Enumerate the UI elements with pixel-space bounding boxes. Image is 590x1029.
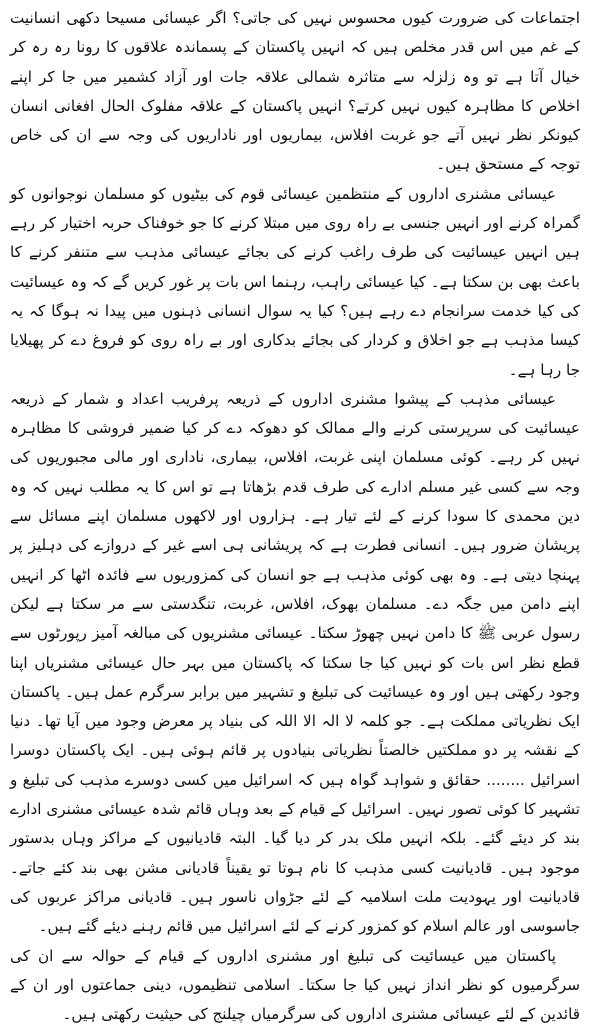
paragraph-3: عیسائی مذہب کے پیشوا مشنری اداروں کے ذریعہ پرفریب اعداد و شمار کے ذریعہ عیسائیت کی سرپرستی کرنے والے ممالک کو دھوکہ دے کر کیا ضمیر فروشی کا مظاہرہ نہیں کر رہے۔ کوئی مسلمان اپنی غربت، افلاس، بیماری، ناداری اور مالی مجبوریوں کی وجہ سے کسی غیر مسلم ادارے کی طرف قدم بڑھاتا ہے تو اس کا یہ مطلب نہیں کہ وہ دین محمدی کا سودا کرنے کے لئے تیار ہے۔ ہزاروں اور لاکھوں مسلمان اپنے مسائل سے پریشان ضرور ہیں۔ انسانی فطرت ہے کہ پریشانی ہی اسے غیر کے دروازے کی دہلیز پر پہنچا دیتی ہے۔ وہ بھی کوئی مذہب ہے جو انسان کی کمزوریوں سے فائدہ اٹھا کر انہیں اپنے دامن میں جگہ دے۔ مسلمان بھوک، افلاس، غربت، تنگدستی سے مر سکتا ہے لیکن رسول عربی ﷺ کا دامن نہیں چھوڑ سکتا۔ عیسائی مشنریوں کی مبالغہ آمیز رپورٹوں سے قطع نظر اس بات کو نہیں کیا جا سکتا کہ پاکستان میں بہر حال عیسائی مشنریاں اپنا وجود رکھتی ہیں اور وہ عیسائیت کی تبلیغ و تشہیر میں برابر سرگرم عمل ہیں۔ پاکستان ایک نظریاتی مملکت ہے۔ جو کلمہ لا الہ الا اللہ کی بنیاد پر معرض وجود میں آیا تھا۔ دنیا کے نقشہ پر دو مملکتیں خالصتاً نظریاتی بنیادوں پر قائم ہوئی ہیں۔ ایک پاکستان دوسرا اسرائیل ........ حقائق و شواہد گواہ ہیں کہ اسرائیل میں کسی دوسرے مذہب کی تبلیغ و تشہیر کا کوئی تصور نہیں۔ اسرائیل کے قیام کے بعد وہاں قائم شدہ عیسائی مشنری ادارے بند کر دیئے گئے۔ بلکہ انہیں ملک بدر کر دیا گیا۔ البتہ قادیانیوں کے مراکز وہاں بدستور موجود ہیں۔ قادیانیت کسی مذہب کا نام ہوتا تو یقیناً قادیانی مشن بھی بند کئے جاتے۔ قادیانیت اور یہودیت ملت اسلامیہ کے لئے جڑواں ناسور ہیں۔ قادیانی مراکز عربوں کی جاسوسی اور عالم اسلام کو کمزور کرنے کے لئے اسرائیل میں قائم رہنے دیئے گئے ہیں۔ [10,385,580,942]
paragraph-2: عیسائی مشنری اداروں کے منتظمین عیسائی قوم کی بیٹیوں کو مسلمان نوجوانوں کو گمراہ کرنے اور انہیں جنسی بے راہ روی میں مبتلا کرنے کا جو خوفناک حربہ اختیار کر رہے ہیں انہیں عیسائیت کی طرف راغب کرنے کی بجائے عیسائی مذہب سے متنفر کرنے کا باعث بھی بن سکتا ہے۔ کیا عیسائی راہب، رہنما اس بات پر غور کریں گے کہ وہ عیسائیت کی کیا خدمت سرانجام دے رہے ہیں؟ کیا یہ سوال انسانی ذہنوں میں پیدا نہ ہوگا کہ یہ کیسا مذہب ہے جو اخلاق و کردار کی بجائے بدکاری اور بے راہ روی کو فروغ دے کر پھیلایا جا رہا ہے۔ [10,180,580,385]
paragraph-1: اجتماعات کی ضرورت کیوں محسوس نہیں کی جاتی؟ اگر عیسائی مسیحا دکھی انسانیت کے غم میں اس قدر مخلص ہیں کہ انہیں پاکستان کے پسماندہ علاقوں کا رونا رہ رہ کر خیال آتا ہے تو وہ زلزلہ سے متاثرہ شمالی علاقہ جات اور آزاد کشمیر میں جا کر اپنے اخلاص کا مظاہرہ کیوں نہیں کرتے؟ انہیں پاکستان کے علاقہ مفلوک الحال افغانی انسان کیونکر نظر نہیں آتے جو غربت افلاس، بیماریوں اور ناداریوں کی وجہ سے ان کی خاص توجہ کے مستحق ہیں۔ [10,4,580,180]
paragraph-4: پاکستان میں عیسائیت کی تبلیغ اور مشنری اداروں کے قیام کے حوالہ سے ان کی سرگرمیوں کو نظر انداز نہیں کیا جا سکتا۔ اسلامی تنظیموں، دینی جماعتوں اور ان کے قائدین کے لئے عیسائی مشنری اداروں کی سرگرمیاں چیلنج کی حیثیت رکھتی ہیں۔ [10,942,580,1029]
